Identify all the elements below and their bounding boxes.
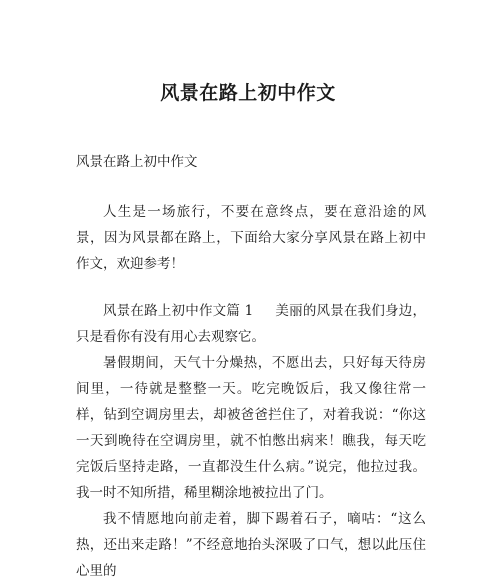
intro-paragraph: 人生是一场旅行，不要在意终点，要在意沿途的风景，因为风景都在路上，下面给大家分享风景在路上初中作文，欢迎参考！: [76, 204, 426, 272]
article-heading: 风景在路上初中作文篇 1: [103, 303, 254, 319]
document-title: 风景在路上初中作文: [160, 82, 336, 104]
intro-section: [76, 199, 426, 277]
article-first-paragraph: [76, 298, 426, 350]
article-paragraph-2: 暑假期间，天气十分燥热，不愿出去，只好每天待房间里，一待就是整整一天。吃完晚饭后，我又像往常一样，钻到空调房里去，却被爸爸拦住了，对着我说：“你这一天到晚待在空调房里，就不怕憋出病来！瞧我，每天吃完饭后坚持走路，一直都没生什么病。”说完，他拉过我。我一时不知所措，稀里糊涂地被拉出了门。: [76, 355, 426, 501]
article-paragraph-3: 我不情愿地向前走着，脚下踢着石子，嘀咕：“这么热，还出来走路！”不经意地抬头深吸了口气，想以此压住心里的: [76, 511, 426, 579]
article-paragraph-1: 美丽的风景在我们身边，只是看你有没有用心去观察它。: [76, 303, 426, 345]
document-subtitle: 风景在路上初中作文: [76, 154, 198, 170]
article-section: [76, 298, 426, 584]
